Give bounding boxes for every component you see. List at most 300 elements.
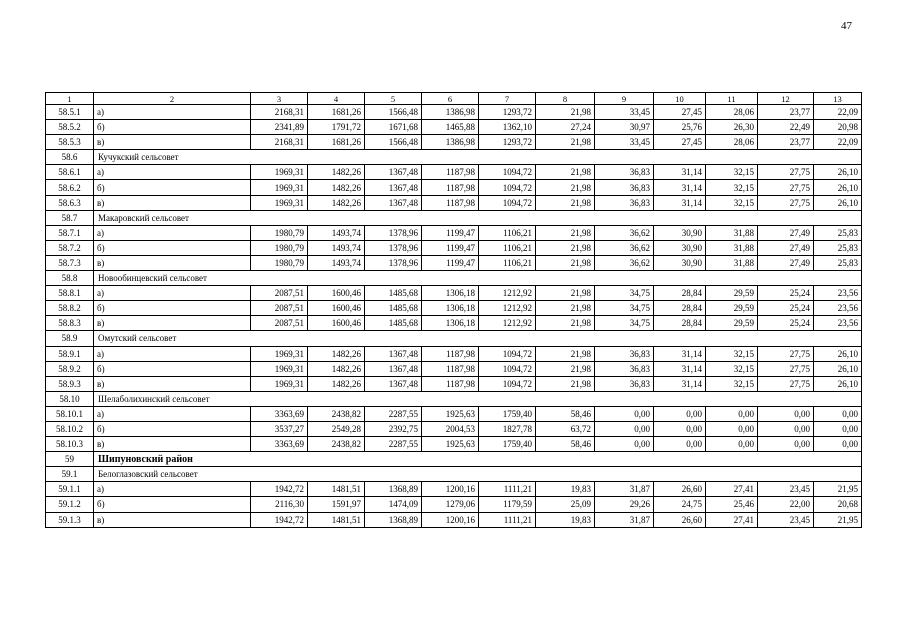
value-cell: 1465,88 <box>422 120 479 135</box>
value-cell: 1474,09 <box>365 497 422 512</box>
section-row <box>46 467 862 482</box>
value-cell: 29,26 <box>595 497 654 512</box>
section-row <box>46 150 862 165</box>
row-code: 58.10.2 <box>46 421 94 436</box>
row-variant: а) <box>94 346 251 361</box>
value-cell: 32,15 <box>706 165 758 180</box>
value-cell: 1969,31 <box>251 346 308 361</box>
value-cell: 1362,10 <box>479 120 536 135</box>
value-cell: 1482,26 <box>308 165 365 180</box>
row-variant: а) <box>94 406 251 421</box>
page-number: 47 <box>841 20 852 32</box>
row-variant: в) <box>94 255 251 270</box>
value-cell: 1942,72 <box>251 482 308 497</box>
value-cell: 27,49 <box>758 240 814 255</box>
value-cell: 0,00 <box>758 406 814 421</box>
row-code: 58.5.1 <box>46 105 94 120</box>
value-cell: 21,98 <box>536 180 595 195</box>
value-cell: 21,98 <box>536 316 595 331</box>
value-cell: 21,98 <box>536 195 595 210</box>
value-cell: 1094,72 <box>479 165 536 180</box>
value-cell: 25,83 <box>814 225 862 240</box>
value-cell: 28,06 <box>706 105 758 120</box>
row-code: 59.1 <box>46 467 94 482</box>
value-cell: 33,45 <box>595 135 654 150</box>
value-cell: 1111,21 <box>479 512 536 527</box>
value-cell: 21,98 <box>536 255 595 270</box>
value-cell: 32,15 <box>706 180 758 195</box>
value-cell: 34,75 <box>595 316 654 331</box>
table-row <box>46 286 862 301</box>
row-code: 58.10.3 <box>46 437 94 452</box>
value-cell: 1187,98 <box>422 376 479 391</box>
value-cell: 0,00 <box>706 421 758 436</box>
tariff-table <box>45 92 862 528</box>
value-cell: 28,84 <box>654 316 706 331</box>
value-cell: 23,45 <box>758 482 814 497</box>
value-cell: 31,14 <box>654 346 706 361</box>
value-cell: 1759,40 <box>479 437 536 452</box>
table-row <box>46 180 862 195</box>
value-cell: 20,68 <box>814 497 862 512</box>
value-cell: 36,83 <box>595 346 654 361</box>
value-cell: 25,24 <box>758 316 814 331</box>
value-cell: 30,97 <box>595 120 654 135</box>
value-cell: 1980,79 <box>251 255 308 270</box>
row-code: 59.1.3 <box>46 512 94 527</box>
value-cell: 0,00 <box>706 406 758 421</box>
value-cell: 1378,96 <box>365 255 422 270</box>
value-cell: 32,15 <box>706 346 758 361</box>
value-cell: 29,59 <box>706 316 758 331</box>
value-cell: 33,45 <box>595 105 654 120</box>
value-cell: 31,88 <box>706 255 758 270</box>
value-cell: 22,09 <box>814 135 862 150</box>
value-cell: 36,62 <box>595 240 654 255</box>
value-cell: 3537,27 <box>251 421 308 436</box>
table-row <box>46 421 862 436</box>
table-row <box>46 437 862 452</box>
value-cell: 58,46 <box>536 406 595 421</box>
row-code: 58.10 <box>46 391 94 406</box>
value-cell: 1493,74 <box>308 255 365 270</box>
value-cell: 27,75 <box>758 165 814 180</box>
table-row <box>46 225 862 240</box>
value-cell: 25,09 <box>536 497 595 512</box>
value-cell: 31,14 <box>654 361 706 376</box>
value-cell: 0,00 <box>595 421 654 436</box>
value-cell: 34,75 <box>595 286 654 301</box>
value-cell: 0,00 <box>814 421 862 436</box>
row-code: 58.6.3 <box>46 195 94 210</box>
value-cell: 1671,68 <box>365 120 422 135</box>
value-cell: 31,88 <box>706 225 758 240</box>
column-header: 4 <box>308 93 365 105</box>
value-cell: 21,98 <box>536 225 595 240</box>
value-cell: 1279,06 <box>422 497 479 512</box>
value-cell: 27,75 <box>758 376 814 391</box>
value-cell: 1367,48 <box>365 195 422 210</box>
row-code: 58.8.1 <box>46 286 94 301</box>
value-cell: 27,75 <box>758 361 814 376</box>
value-cell: 3363,69 <box>251 406 308 421</box>
value-cell: 1367,48 <box>365 346 422 361</box>
value-cell: 22,00 <box>758 497 814 512</box>
table-row <box>46 346 862 361</box>
value-cell: 2087,51 <box>251 316 308 331</box>
row-variant: б) <box>94 301 251 316</box>
value-cell: 26,60 <box>654 482 706 497</box>
value-cell: 31,88 <box>706 240 758 255</box>
value-cell: 23,56 <box>814 301 862 316</box>
value-cell: 32,15 <box>706 195 758 210</box>
row-code: 59.1.1 <box>46 482 94 497</box>
row-code: 58.5.3 <box>46 135 94 150</box>
row-variant: б) <box>94 361 251 376</box>
value-cell: 25,24 <box>758 301 814 316</box>
value-cell: 1942,72 <box>251 512 308 527</box>
value-cell: 1106,21 <box>479 225 536 240</box>
column-header: 7 <box>479 93 536 105</box>
value-cell: 22,09 <box>814 105 862 120</box>
value-cell: 27,49 <box>758 225 814 240</box>
table-row <box>46 361 862 376</box>
table-row <box>46 316 862 331</box>
value-cell: 2004,53 <box>422 421 479 436</box>
value-cell: 1094,72 <box>479 346 536 361</box>
column-header: 12 <box>758 93 814 105</box>
section-title: Шелаболихинский сельсовет <box>94 391 862 406</box>
value-cell: 0,00 <box>654 406 706 421</box>
value-cell: 0,00 <box>758 421 814 436</box>
value-cell: 1187,98 <box>422 180 479 195</box>
column-header: 10 <box>654 93 706 105</box>
value-cell: 1306,18 <box>422 286 479 301</box>
value-cell: 23,77 <box>758 135 814 150</box>
row-code: 58.9.2 <box>46 361 94 376</box>
row-code: 58.8 <box>46 271 94 286</box>
value-cell: 21,98 <box>536 165 595 180</box>
value-cell: 1485,68 <box>365 301 422 316</box>
value-cell: 2168,31 <box>251 105 308 120</box>
value-cell: 23,56 <box>814 316 862 331</box>
value-cell: 25,24 <box>758 286 814 301</box>
value-cell: 21,98 <box>536 301 595 316</box>
row-code: 58.10.1 <box>46 406 94 421</box>
table-header-row <box>46 93 862 105</box>
value-cell: 2341,89 <box>251 120 308 135</box>
value-cell: 1199,47 <box>422 225 479 240</box>
value-cell: 58,46 <box>536 437 595 452</box>
value-cell: 21,95 <box>814 512 862 527</box>
value-cell: 1111,21 <box>479 482 536 497</box>
value-cell: 1980,79 <box>251 225 308 240</box>
column-header: 5 <box>365 93 422 105</box>
value-cell: 1306,18 <box>422 301 479 316</box>
value-cell: 1212,92 <box>479 316 536 331</box>
section-row <box>46 391 862 406</box>
value-cell: 1368,89 <box>365 482 422 497</box>
value-cell: 2287,55 <box>365 406 422 421</box>
value-cell: 25,76 <box>654 120 706 135</box>
value-cell: 1306,18 <box>422 316 479 331</box>
column-header: 3 <box>251 93 308 105</box>
value-cell: 1566,48 <box>365 135 422 150</box>
row-code: 58.9.3 <box>46 376 94 391</box>
row-code: 58.6.1 <box>46 165 94 180</box>
row-code: 58.7.3 <box>46 255 94 270</box>
value-cell: 2287,55 <box>365 437 422 452</box>
value-cell: 27,45 <box>654 105 706 120</box>
section-title: Омутский сельсовет <box>94 331 862 346</box>
value-cell: 1591,97 <box>308 497 365 512</box>
value-cell: 19,83 <box>536 482 595 497</box>
value-cell: 31,87 <box>595 482 654 497</box>
table-row <box>46 135 862 150</box>
value-cell: 1386,98 <box>422 135 479 150</box>
row-code: 58.9.1 <box>46 346 94 361</box>
section-title: Макаровский сельсовет <box>94 210 862 225</box>
value-cell: 1367,48 <box>365 376 422 391</box>
value-cell: 2087,51 <box>251 286 308 301</box>
value-cell: 27,49 <box>758 255 814 270</box>
column-header: 1 <box>46 93 94 105</box>
value-cell: 26,10 <box>814 180 862 195</box>
row-variant: в) <box>94 512 251 527</box>
district-row <box>46 452 862 467</box>
value-cell: 29,59 <box>706 286 758 301</box>
row-code: 58.6 <box>46 150 94 165</box>
value-cell: 26,30 <box>706 120 758 135</box>
table-row <box>46 240 862 255</box>
row-code: 58.9 <box>46 331 94 346</box>
row-code: 59.1.2 <box>46 497 94 512</box>
value-cell: 1482,26 <box>308 346 365 361</box>
value-cell: 1367,48 <box>365 165 422 180</box>
value-cell: 1566,48 <box>365 105 422 120</box>
table-row <box>46 406 862 421</box>
value-cell: 25,83 <box>814 240 862 255</box>
section-title: Белоглазовский сельсовет <box>94 467 862 482</box>
value-cell: 28,06 <box>706 135 758 150</box>
row-variant: б) <box>94 421 251 436</box>
value-cell: 36,83 <box>595 376 654 391</box>
row-variant: в) <box>94 316 251 331</box>
table-row <box>46 376 862 391</box>
table-row <box>46 255 862 270</box>
value-cell: 19,83 <box>536 512 595 527</box>
row-variant: в) <box>94 195 251 210</box>
row-variant: а) <box>94 286 251 301</box>
value-cell: 1600,46 <box>308 301 365 316</box>
table-row <box>46 195 862 210</box>
value-cell: 22,49 <box>758 120 814 135</box>
value-cell: 1094,72 <box>479 180 536 195</box>
value-cell: 63,72 <box>536 421 595 436</box>
section-title: Новообинцевский сельсовет <box>94 271 862 286</box>
row-variant: в) <box>94 376 251 391</box>
value-cell: 1969,31 <box>251 376 308 391</box>
value-cell: 1759,40 <box>479 406 536 421</box>
value-cell: 25,46 <box>706 497 758 512</box>
table-row <box>46 497 862 512</box>
value-cell: 1925,63 <box>422 406 479 421</box>
row-code: 58.8.3 <box>46 316 94 331</box>
row-code: 58.7 <box>46 210 94 225</box>
value-cell: 2549,28 <box>308 421 365 436</box>
value-cell: 21,98 <box>536 105 595 120</box>
value-cell: 1378,96 <box>365 225 422 240</box>
value-cell: 21,98 <box>536 286 595 301</box>
value-cell: 1199,47 <box>422 240 479 255</box>
value-cell: 21,98 <box>536 346 595 361</box>
value-cell: 1969,31 <box>251 165 308 180</box>
value-cell: 1791,72 <box>308 120 365 135</box>
value-cell: 1969,31 <box>251 180 308 195</box>
value-cell: 1187,98 <box>422 195 479 210</box>
value-cell: 1980,79 <box>251 240 308 255</box>
value-cell: 0,00 <box>706 437 758 452</box>
row-code: 58.7.1 <box>46 225 94 240</box>
value-cell: 1293,72 <box>479 105 536 120</box>
column-header: 11 <box>706 93 758 105</box>
value-cell: 30,90 <box>654 225 706 240</box>
value-cell: 2438,82 <box>308 406 365 421</box>
value-cell: 1293,72 <box>479 135 536 150</box>
column-header: 9 <box>595 93 654 105</box>
value-cell: 27,24 <box>536 120 595 135</box>
value-cell: 1212,92 <box>479 301 536 316</box>
value-cell: 26,10 <box>814 165 862 180</box>
value-cell: 26,10 <box>814 346 862 361</box>
row-variant: б) <box>94 120 251 135</box>
value-cell: 31,87 <box>595 512 654 527</box>
value-cell: 21,98 <box>536 361 595 376</box>
value-cell: 1681,26 <box>308 135 365 150</box>
value-cell: 1969,31 <box>251 361 308 376</box>
value-cell: 27,41 <box>706 512 758 527</box>
value-cell: 1969,31 <box>251 195 308 210</box>
value-cell: 0,00 <box>814 406 862 421</box>
column-header: 13 <box>814 93 862 105</box>
value-cell: 1094,72 <box>479 195 536 210</box>
table-row <box>46 165 862 180</box>
value-cell: 1187,98 <box>422 361 479 376</box>
value-cell: 1094,72 <box>479 376 536 391</box>
value-cell: 2087,51 <box>251 301 308 316</box>
value-cell: 36,83 <box>595 180 654 195</box>
value-cell: 1481,51 <box>308 512 365 527</box>
value-cell: 36,62 <box>595 255 654 270</box>
value-cell: 21,98 <box>536 135 595 150</box>
value-cell: 1199,47 <box>422 255 479 270</box>
value-cell: 1368,89 <box>365 512 422 527</box>
value-cell: 31,14 <box>654 180 706 195</box>
value-cell: 32,15 <box>706 376 758 391</box>
value-cell: 1482,26 <box>308 376 365 391</box>
row-variant: б) <box>94 180 251 195</box>
value-cell: 36,83 <box>595 195 654 210</box>
row-code: 59 <box>46 452 94 467</box>
value-cell: 36,83 <box>595 361 654 376</box>
value-cell: 28,84 <box>654 286 706 301</box>
value-cell: 1827,78 <box>479 421 536 436</box>
value-cell: 27,75 <box>758 180 814 195</box>
value-cell: 1481,51 <box>308 482 365 497</box>
value-cell: 0,00 <box>595 437 654 452</box>
row-code: 58.6.2 <box>46 180 94 195</box>
value-cell: 1200,16 <box>422 512 479 527</box>
row-variant: в) <box>94 437 251 452</box>
value-cell: 0,00 <box>814 437 862 452</box>
value-cell: 26,10 <box>814 195 862 210</box>
value-cell: 1179,59 <box>479 497 536 512</box>
value-cell: 1600,46 <box>308 286 365 301</box>
value-cell: 0,00 <box>758 437 814 452</box>
value-cell: 1200,16 <box>422 482 479 497</box>
table-row <box>46 482 862 497</box>
value-cell: 21,95 <box>814 482 862 497</box>
value-cell: 25,83 <box>814 255 862 270</box>
table-row <box>46 105 862 120</box>
value-cell: 1187,98 <box>422 346 479 361</box>
table-body <box>46 93 862 528</box>
row-variant: а) <box>94 165 251 180</box>
value-cell: 1212,92 <box>479 286 536 301</box>
row-variant: а) <box>94 105 251 120</box>
value-cell: 2168,31 <box>251 135 308 150</box>
value-cell: 1482,26 <box>308 195 365 210</box>
value-cell: 1367,48 <box>365 361 422 376</box>
value-cell: 23,45 <box>758 512 814 527</box>
value-cell: 3363,69 <box>251 437 308 452</box>
table-row <box>46 120 862 135</box>
value-cell: 23,56 <box>814 286 862 301</box>
value-cell: 26,10 <box>814 361 862 376</box>
value-cell: 1094,72 <box>479 361 536 376</box>
value-cell: 27,45 <box>654 135 706 150</box>
value-cell: 27,75 <box>758 346 814 361</box>
value-cell: 1386,98 <box>422 105 479 120</box>
section-row <box>46 331 862 346</box>
value-cell: 26,10 <box>814 376 862 391</box>
section-title: Кучукский сельсовет <box>94 150 862 165</box>
row-variant: а) <box>94 225 251 240</box>
value-cell: 1106,21 <box>479 255 536 270</box>
value-cell: 27,41 <box>706 482 758 497</box>
value-cell: 0,00 <box>654 421 706 436</box>
value-cell: 1187,98 <box>422 165 479 180</box>
value-cell: 1485,68 <box>365 316 422 331</box>
value-cell: 21,98 <box>536 376 595 391</box>
value-cell: 20,98 <box>814 120 862 135</box>
value-cell: 2392,75 <box>365 421 422 436</box>
value-cell: 21,98 <box>536 240 595 255</box>
value-cell: 31,14 <box>654 195 706 210</box>
value-cell: 34,75 <box>595 301 654 316</box>
column-header: 6 <box>422 93 479 105</box>
row-code: 58.8.2 <box>46 301 94 316</box>
row-code: 58.7.2 <box>46 240 94 255</box>
value-cell: 24,75 <box>654 497 706 512</box>
value-cell: 0,00 <box>654 437 706 452</box>
value-cell: 31,14 <box>654 376 706 391</box>
column-header: 8 <box>536 93 595 105</box>
value-cell: 1681,26 <box>308 105 365 120</box>
value-cell: 1482,26 <box>308 180 365 195</box>
value-cell: 1925,63 <box>422 437 479 452</box>
value-cell: 1600,46 <box>308 316 365 331</box>
